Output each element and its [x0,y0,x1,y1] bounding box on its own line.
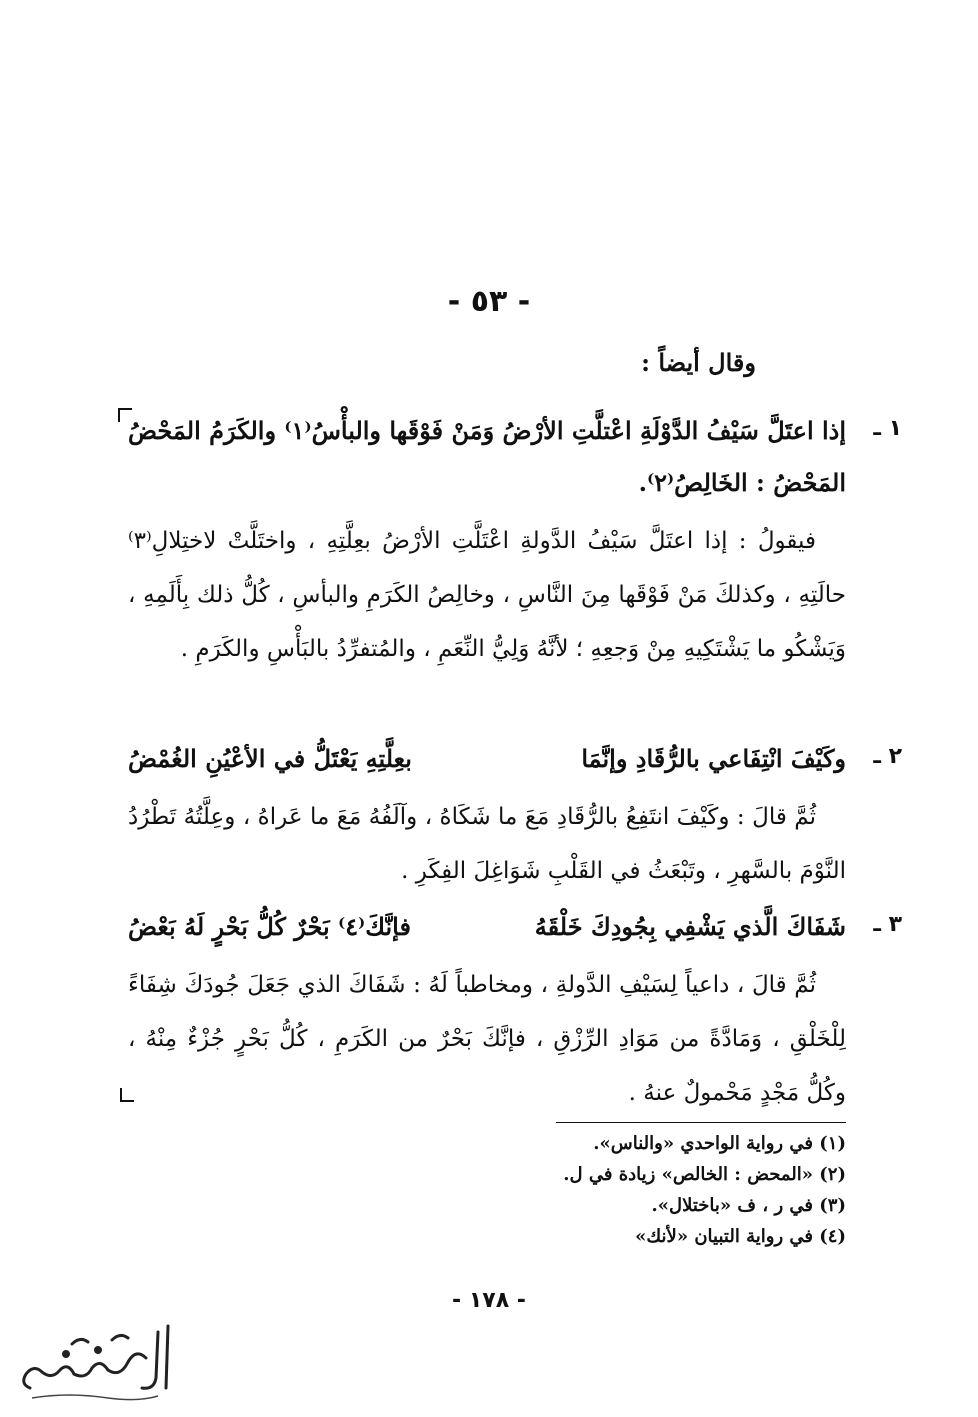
verse-number: ١ ـ [873,416,902,441]
verse-number: ٣ ـ [873,912,902,937]
section-bracket-close [120,1088,134,1102]
commentary-paragraph: ثُمَّ قالَ : وكَيْفَ انتَفِعُ بالرُّقَادِ مَعَ ما شَكَاهُ ، وآلَفُهُ مَعَ ما عَراهُ ، وعِلَّتُهُ تَطْرُدُ النَّوْمَ بالسَّهرِ ، وتَبْعَثُ في القَلْبِ شَوَاغِلَ الفِكَرِ . [128,804,846,884]
verse-1 [128,416,902,456]
verse-2 [128,744,902,784]
verse-1-gloss: المَحْضُ : الخَالِصُ⁽٢⁾. [638,468,846,497]
verse-3 [128,912,902,952]
footnote-1: (١) في رواية الواحدي «والناس». [593,1133,846,1154]
page-number: - ١٧٨ - [452,1288,526,1313]
verse-first-hemistich: شَفَاكَ الَّذي يَشْفِي بِجُودِكَ خَلْقَهُ [534,912,846,941]
commentary-paragraph: فيقولُ : إذا اعتَلَّ سَيْفُ الدَّولةِ اعْتَلَّتِ الأرْضُ بعِلَّتِهِ ، واختَلَّتْ لاختِلالِ⁽٣⁾ حالَتِهِ ، وكذلكَ مَنْ فَوْقَها مِنَ النَّاسِ ، وخالِصُ الكَرَمِ والبأسِ ، كُلُّ ذلك بِأَلَمِهِ ، وَيَشْكُو ما يَشْتَكِيهِ مِنْ وَجعِهِ ؛ لأنَّهُ وَلِيُّ النِّعَمِ ، والمُتفرِّدُ بالبَأْسِ والكَرَمِ . [128,528,846,662]
footnote-divider [556,1122,846,1123]
footnote-4: (٤) في رواية التبيان «لأنك» [635,1226,846,1247]
footnote-2: (٢) «المحض : الخالص» زيادة في ل. [563,1164,846,1185]
calligraphy-watermark-logo [8,1318,178,1408]
footnotes [346,1128,846,1252]
verse-second-hemistich: فإنَّكَ⁽٤⁾ بَحْرٌ كُلُّ بَحْرٍ لَهُ بَعْضُ [128,912,411,941]
intro-line: وقال أيضاً : [641,348,756,377]
poem-number: - ٥٣ - [447,284,531,319]
commentary-1 [128,514,846,676]
verse-first-hemistich: إذا اعتَلَّ سَيْفُ الدَّوْلَةِ اعْتلَّتِ الأرْضُ [502,416,846,445]
verse-second-hemistich: بعِلَّتِهِ يَعْتَلُّ في الأعْيُنِ الغُمْضُ [128,744,412,773]
verse-number: ٢ ـ [873,744,902,769]
commentary-paragraph: ثُمَّ قالَ ، داعياً لِسَيْفِ الدَّولةِ ، ومخاطباً لَهُ : شَفَاكَ الذي جَعَلَ جُودَكَ شِفَاءً لِلْخَلْقِ ، وَمَادَّةً من مَوَادِ الرِّزْقِ ، فإنَّكَ بَحْرٌ من الكَرَمِ ، كُلُّ بَحْرٍ جُزْءٌ مِنْهُ ، وكُلُّ مَجْدٍ مَحْمولٌ عنهُ . [128,972,846,1106]
verse-second-hemistich: وَمَنْ فَوْقَها والبأْسُ⁽١⁾ والكَرَمُ المَحْضُ [128,416,495,445]
commentary-2 [128,790,846,898]
commentary-3 [128,958,846,1120]
verse-first-hemistich: وكَيْفَ انْتِفَاعي بالرُّقَادِ وإنَّمَا [581,744,846,773]
footnote-3: (٣) في ر ، ف «باختلال». [651,1195,846,1216]
